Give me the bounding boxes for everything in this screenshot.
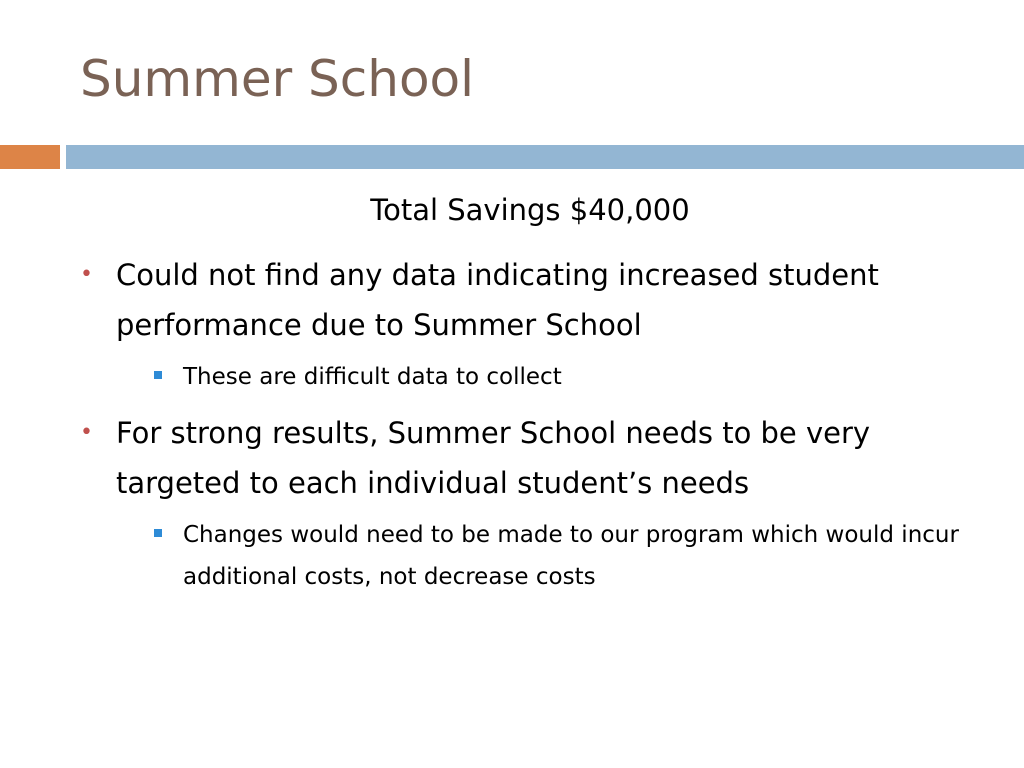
sub-bullet-item (80, 514, 980, 598)
accent-band-orange (0, 145, 60, 169)
bullet-item (80, 408, 980, 508)
bullet-text: For strong results, Summer School needs to be very targeted to each individual student’s needs (116, 415, 871, 500)
sub-bullet-text: Changes would need to be made to our program which would incur additional costs, not decrease costs (183, 521, 959, 590)
square-bullet-icon (154, 529, 162, 537)
accent-band-blue (66, 145, 1024, 169)
slide-content (80, 192, 980, 608)
slide-title: Summer School (80, 50, 475, 108)
sub-bullet-text: These are difficult data to collect (183, 363, 562, 390)
sub-bullet-item (80, 356, 980, 398)
round-bullet-icon: • (80, 261, 93, 287)
bullet-item (80, 250, 980, 350)
square-bullet-icon (154, 371, 162, 379)
bullet-text: Could not find any data indicating increased student performance due to Summer School (116, 257, 879, 342)
round-bullet-icon: • (80, 419, 93, 445)
subheading: Total Savings $40,000 (370, 193, 690, 227)
